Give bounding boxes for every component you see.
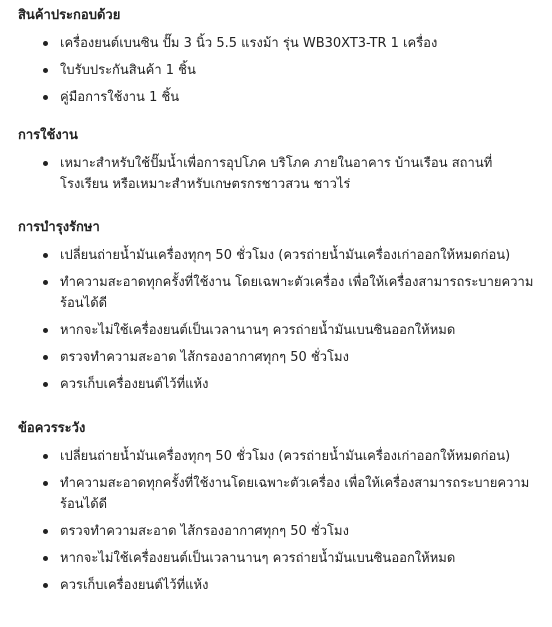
list-item-text: เปลี่ยนถ่ายน้ำมันเครื่องทุกๆ 50 ชั่วโมง (ควรถ่ายน้ำมันเครื่องเก่าออกให้หมดก่อน)	[60, 449, 511, 464]
bullet-list	[18, 33, 538, 108]
section-title: สินค้าประกอบด้วย	[18, 8, 121, 23]
section-package-contents	[18, 7, 538, 127]
section-title: ข้อควรระวัง	[18, 421, 86, 436]
list-item	[60, 374, 538, 395]
list-item	[60, 473, 538, 515]
list-item	[60, 60, 538, 81]
section-title: การบำรุงรักษา	[18, 220, 100, 235]
list-item-text: หากจะไม่ใช้เครื่องยนต์เป็นเวลานานๆ ควรถ่ายน้ำมันเบนซินออกให้หมด	[60, 551, 456, 566]
section-cautions	[18, 420, 538, 620]
bullet-list	[18, 446, 538, 596]
bullet-icon	[43, 253, 48, 258]
bullet-icon	[43, 556, 48, 561]
list-item-text: เหมาะสำหรับใช้ปั๊มน้ำเพื่อการอุปโภค บริโภค ภายในอาคาร บ้านเรือน สถานที่โรงเรียน หรือเหมาะสำหรับเกษตรกรชาวสวน ชาวไร่	[60, 156, 493, 192]
bullet-icon	[43, 328, 48, 333]
bullet-list	[18, 153, 538, 195]
bullet-icon	[43, 355, 48, 360]
list-item-text: คู่มือการใช้งาน 1 ชิ้น	[60, 90, 180, 105]
bullet-icon	[43, 41, 48, 46]
list-item	[60, 153, 538, 195]
list-item-text: ควรเก็บเครื่องยนต์ไว้ที่แห้ง	[60, 377, 209, 392]
list-item-text: เปลี่ยนถ่ายน้ำมันเครื่องทุกๆ 50 ชั่วโมง (ควรถ่ายน้ำมันเครื่องเก่าออกให้หมดก่อน)	[60, 248, 511, 263]
bullet-icon	[43, 161, 48, 166]
section-title: การใช้งาน	[18, 128, 78, 143]
list-item	[60, 87, 538, 108]
list-item	[60, 320, 538, 341]
bullet-icon	[43, 529, 48, 534]
list-item	[60, 347, 538, 368]
list-item-text: เครื่องยนต์เบนซิน ปั๊ม 3 นิ้ว 5.5 แรงม้า รุ่น WB30XT3-TR 1 เครื่อง	[60, 36, 438, 51]
bullet-icon	[43, 454, 48, 459]
bullet-icon	[43, 481, 48, 486]
list-item	[60, 33, 538, 54]
section-usage	[18, 127, 538, 219]
bullet-icon	[43, 382, 48, 387]
list-item	[60, 245, 538, 266]
list-item	[60, 521, 538, 542]
list-item	[60, 446, 538, 467]
list-item-text: หากจะไม่ใช้เครื่องยนต์เป็นเวลานานๆ ควรถ่ายน้ำมันเบนซินออกให้หมด	[60, 323, 456, 338]
bullet-icon	[43, 280, 48, 285]
list-item-text: ควรเก็บเครื่องยนต์ไว้ที่แห้ง	[60, 578, 209, 593]
list-item	[60, 272, 538, 314]
list-item-text: ทำความสะอาดทุกครั้งที่ใช้งานโดยเฉพาะตัวเครื่อง เพื่อให้เครื่องสามารถระบายความร้อนได้ดี	[60, 476, 530, 512]
bullet-icon	[43, 95, 48, 100]
list-item	[60, 575, 538, 596]
bullet-list	[18, 245, 538, 395]
section-maintenance	[18, 219, 538, 420]
list-item-text: ใบรับประกันสินค้า 1 ชิ้น	[60, 63, 196, 78]
list-item-text: ตรวจทำความสะอาด ไส้กรองอากาศทุกๆ 50 ชั่วโมง	[60, 350, 349, 365]
list-item-text: ตรวจทำความสะอาด ไส้กรองอากาศทุกๆ 50 ชั่วโมง	[60, 524, 349, 539]
list-item	[60, 548, 538, 569]
bullet-icon	[43, 68, 48, 73]
list-item-text: ทำความสะอาดทุกครั้งที่ใช้งาน โดยเฉพาะตัวเครื่อง เพื่อให้เครื่องสามารถระบายความร้อนได้ดี	[60, 275, 534, 311]
bullet-icon	[43, 583, 48, 588]
